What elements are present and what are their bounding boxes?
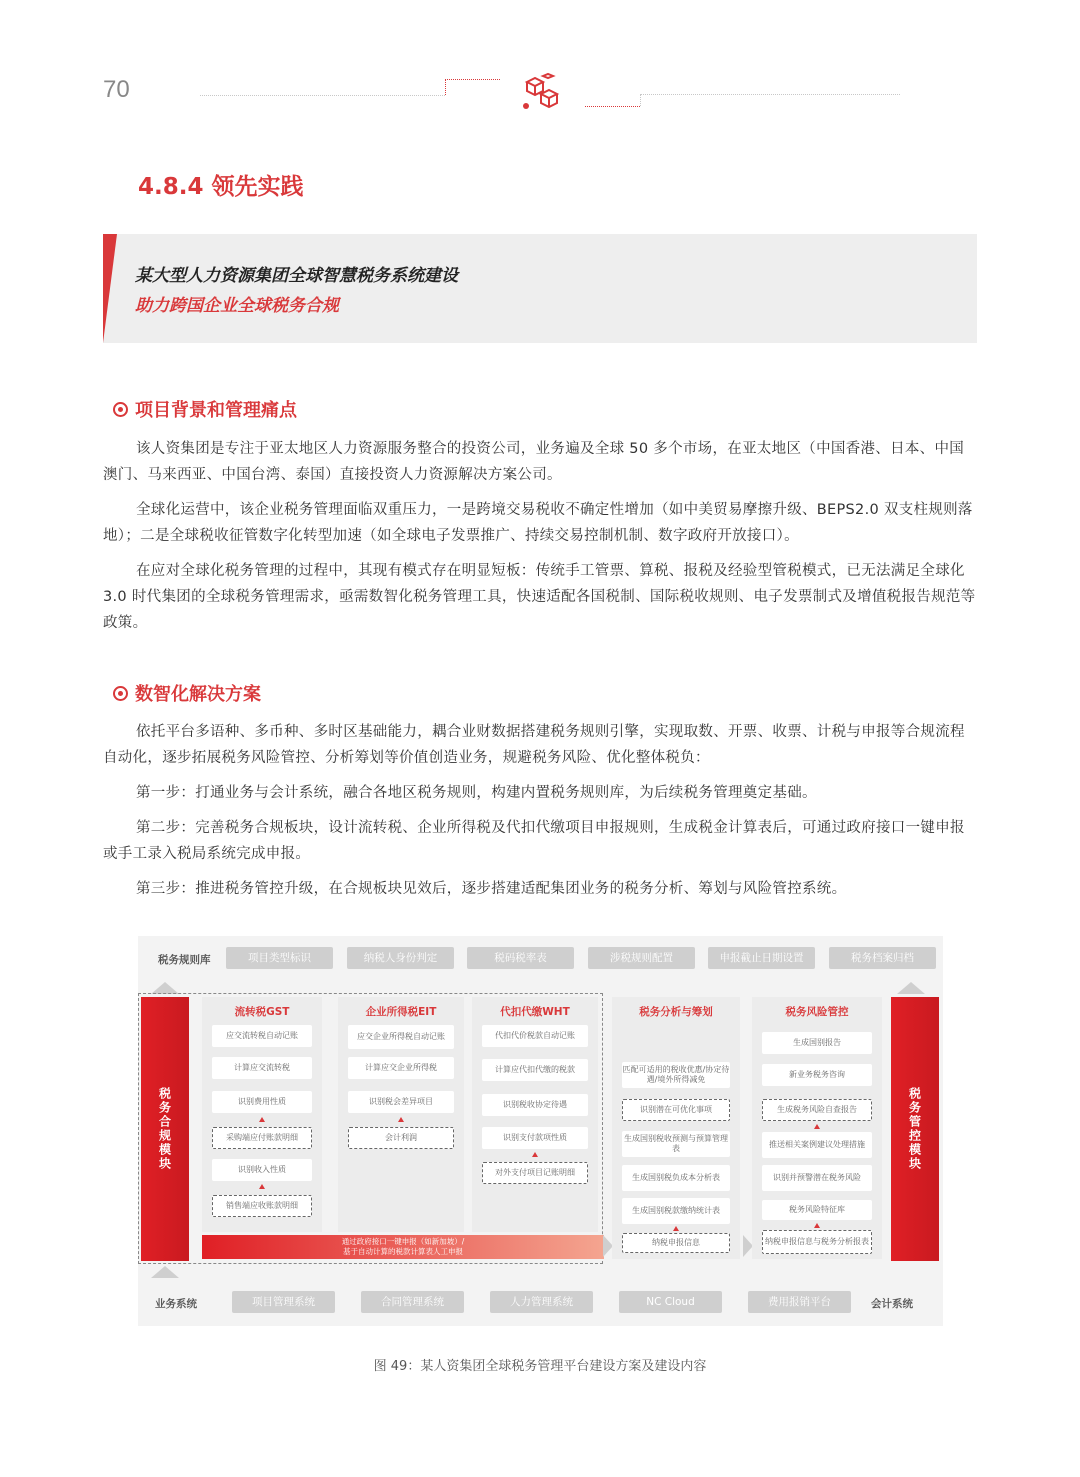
heading-solution-text: 数智化解决方案: [135, 684, 261, 705]
top-pill: 涉税规则配置: [588, 947, 695, 969]
column-wht: [472, 997, 598, 1232]
column-title: 企业所得税EIT: [365, 1006, 437, 1018]
process-box: 新业务税务咨询: [762, 1064, 872, 1086]
section-title: 4.8.4 领先实践: [138, 174, 304, 200]
header-rule-red-left: [445, 79, 500, 95]
bottom-pill: NC Cloud: [619, 1291, 722, 1313]
case-banner: [103, 234, 977, 343]
process-box: 生成国别税收预测与预算管理表: [622, 1131, 730, 1157]
process-box: 销售端应收账款明细: [212, 1195, 312, 1217]
process-box: 纳税申报信息与税务分析报表: [762, 1230, 872, 1254]
business-systems-label: 业务系统: [155, 1298, 197, 1310]
process-box: 推送相关案例建议处理措施: [762, 1132, 872, 1158]
column-title: 税务风险管控: [785, 1006, 849, 1018]
up-arrow-icon: [814, 1223, 820, 1228]
paragraph: 第一步：打通业务与会计系统，融合各地区税务规则，构建内置税务规则库，为后续税务管理奠定基础。: [136, 785, 817, 801]
compliance-module-bar: 税务合规模块: [141, 997, 189, 1261]
process-box: 识别收入性质: [212, 1159, 312, 1181]
process-box: 会计利润: [348, 1127, 454, 1149]
process-box: 识别税会差异项目: [348, 1091, 454, 1113]
figure-caption: 图 49：某人资集团全球税务管理平台建设方案及建设内容: [373, 1359, 707, 1374]
top-pill: 税务档案归档: [829, 947, 936, 969]
column-gst: [202, 997, 322, 1232]
process-box: 生成国别税款缴纳统计表: [622, 1198, 730, 1224]
cubes-icon: [517, 72, 565, 112]
up-arrow-bottom: [151, 1266, 179, 1278]
banner-subtitle: 助力跨国企业全球税务合规: [135, 296, 339, 316]
target-icon: [113, 402, 128, 417]
process-box: 识别并预警潜在税务风险: [762, 1165, 872, 1191]
column-title: 税务分析与筹划: [639, 1006, 713, 1018]
paragraph: 全球化运营中，该企业税务管理面临双重压力，一是跨境交易税收不确定性增加（如中美贸易摩擦升级、BEPS2.0 双支柱规则落地）；二是全球税收征管数字化转型加速（如全球电子发票推广、持续交易控制机制、数字政府开放接口）。: [103, 502, 973, 544]
header-rule-red-right: [585, 106, 640, 107]
process-box: 应交流转税自动记账: [212, 1025, 312, 1047]
target-icon: [113, 686, 128, 701]
bottom-pill: 合同管理系统: [361, 1291, 464, 1313]
process-box: 识别潜在可优化事项: [622, 1099, 730, 1121]
paragraph: 在应对全球化税务管理的过程中，其现有模式存在明显短板：传统手工管票、算税、报税及经验型管税模式，已无法满足全球化 3.0 时代集团的全球税务管理需求，亟需数智化税务管理工具，快速适配各国税制、国际税收规则、电子发票制式及增值税报告规范等政策。: [103, 563, 976, 631]
header-rule-right: [640, 94, 900, 106]
paragraph: 该人资集团是专注于亚太地区人力资源服务整合的投资公司，业务遍及全球 50 多个市场，在亚太地区（中国香港、日本、中国澳门、马来西亚、中国台湾、泰国）直接投资人力资源解决方案公司。: [103, 441, 965, 483]
bottom-pill: 费用报销平台: [748, 1291, 851, 1313]
accounting-system-label: 会计系统: [871, 1298, 913, 1310]
paragraph: 依托平台多语种、多币种、多时区基础能力，耦合业财数据搭建税务规则引擎，实现取数、开票、收票、计税与申报等合规流程自动化，逐步拓展税务风险管控、分析筹划等价值创造业务，规避税务风险、优化整体税负：: [103, 724, 965, 766]
process-box: 对外支付项目记账明细: [482, 1162, 588, 1184]
top-pill: 纳税人身份判定: [347, 947, 454, 969]
heading-background-text: 项目背景和管理痛点: [135, 400, 297, 421]
heading-solution: [113, 680, 261, 706]
up-arrow-icon: [259, 1184, 265, 1189]
banner-accent: [103, 234, 117, 343]
process-box: 识别费用性质: [212, 1091, 312, 1113]
process-box: 计算应代扣代缴的税款: [482, 1059, 588, 1081]
process-box: 计算应交企业所得税: [348, 1057, 454, 1079]
process-box: 代扣代价税款自动记账: [482, 1025, 588, 1047]
process-box: 匹配可适用的税收优惠/协定待遇/境外所得减免: [622, 1062, 730, 1088]
column-eit: [338, 997, 464, 1232]
process-box: 生成国别税负成本分析表: [622, 1165, 730, 1191]
process-box: 应交企业所得税自动记账: [348, 1025, 454, 1049]
paragraph: 第二步：完善税务合规板块，设计流转税、企业所得税及代扣代缴项目申报规则，生成税金计算表后，可通过政府接口一键申报或手工录入税局系统完成申报。: [103, 820, 965, 862]
rules-library-label: 税务规则库: [158, 954, 211, 966]
bottom-pill: 人力管理系统: [490, 1291, 593, 1313]
process-box: 生成国别报告: [762, 1032, 872, 1054]
process-box: 生成税务风险自查报告: [762, 1099, 872, 1121]
top-pill: 税码税率表: [467, 947, 574, 969]
header-rule-left: [200, 95, 445, 96]
filing-band-line: 基于自动计算的税款计算表人工申报: [343, 1247, 463, 1256]
column-title: 流转税GST: [234, 1006, 290, 1018]
filing-band-line: 通过政府接口一键申报（如新加坡）/: [341, 1237, 465, 1246]
top-pill: 申报截止日期设置: [708, 947, 815, 969]
process-box: 采购端应付账款明细: [212, 1127, 312, 1149]
up-arrow-icon: [532, 1152, 538, 1157]
process-box: 税务风险特征库: [762, 1200, 872, 1220]
filing-band: [202, 1235, 604, 1259]
control-module-bar: 税务管控模块: [891, 997, 939, 1261]
bottom-pill: 项目管理系统: [232, 1291, 335, 1313]
process-box: 识别支付款项性质: [482, 1127, 588, 1149]
column-title: 代扣代缴WHT: [500, 1006, 570, 1018]
heading-background: [113, 396, 297, 422]
process-box: 识别税收协定待遇: [482, 1094, 588, 1116]
top-pill: 项目类型标识: [226, 947, 333, 969]
up-arrow-icon: [814, 1124, 820, 1129]
column-risk: [752, 997, 882, 1259]
process-box: 计算应交流转税: [212, 1057, 312, 1079]
up-arrow-right: [897, 982, 925, 994]
process-box: 纳税申报信息: [622, 1233, 730, 1253]
column-analysis: [612, 997, 740, 1259]
page-number: 70: [103, 76, 130, 103]
up-arrow-icon: [259, 1117, 265, 1122]
banner-title: 某大型人力资源集团全球智慧税务系统建设: [135, 266, 458, 286]
paragraph: 第三步：推进税务管控升级，在合规板块见效后，逐步搭建适配集团业务的税务分析、筹划与风险管控系统。: [136, 881, 847, 897]
up-arrow-icon: [673, 1226, 679, 1231]
up-arrow-icon: [398, 1117, 404, 1122]
